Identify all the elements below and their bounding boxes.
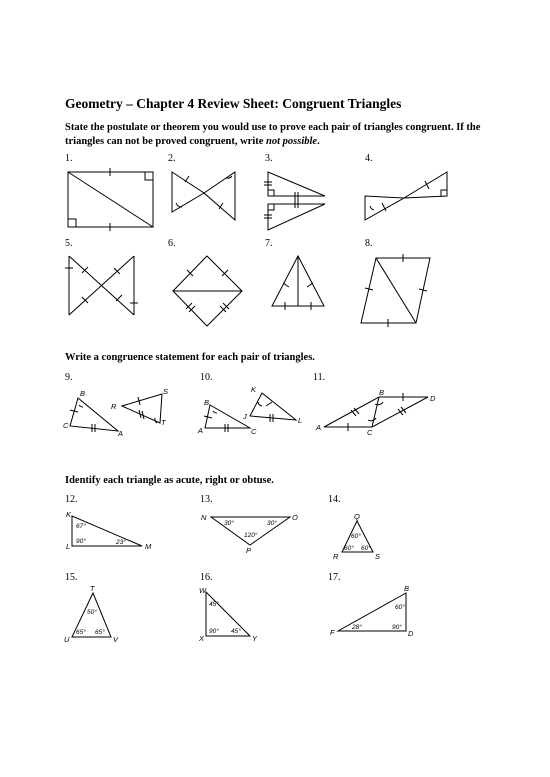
- vertex-label: C: [367, 428, 373, 437]
- vertex-label: M: [145, 542, 152, 551]
- page-title: Geometry – Chapter 4 Review Sheet: Congruent Triangles: [65, 96, 402, 111]
- vertex-label: D: [408, 629, 414, 638]
- vertex-label: L: [298, 416, 303, 425]
- problem-number: 7.: [265, 238, 273, 249]
- vertex-label: V: [113, 635, 119, 644]
- vertex-label: Y: [252, 634, 258, 643]
- section3-heading: Identify each triangle as acute, right or obtuse.: [65, 475, 274, 486]
- problem-number: 8.: [365, 238, 373, 249]
- vertex-label: C: [251, 427, 257, 436]
- problem-number: 5.: [65, 238, 73, 249]
- problem-number: 9.: [65, 372, 73, 383]
- vertex-label: W: [199, 586, 207, 595]
- vertex-label: S: [163, 387, 169, 396]
- angle-label: 60°: [351, 533, 361, 540]
- vertex-label: A: [198, 426, 204, 435]
- vertex-label: P: [246, 546, 252, 555]
- angle-label: 90°: [76, 538, 86, 545]
- angle-label: 60°: [361, 545, 371, 552]
- angle-label: 67°: [76, 523, 86, 530]
- angle-label: 120°: [244, 532, 258, 539]
- angle-label: 23°: [116, 539, 126, 546]
- vertex-label: C: [63, 421, 69, 430]
- vertex-label: Q: [354, 512, 360, 521]
- vertex-label: B: [204, 398, 210, 407]
- problem-number: 4.: [365, 153, 373, 164]
- problem-number: 6.: [168, 238, 176, 249]
- vertex-label: T: [161, 418, 166, 427]
- angle-label: 28°: [352, 624, 362, 631]
- angle-label: 65°: [95, 629, 105, 636]
- problem-number: 16.: [200, 572, 213, 583]
- section2-heading: Write a congruence statement for each pair of triangles.: [65, 352, 315, 363]
- vertex-label: B: [80, 389, 86, 398]
- vertex-label: A: [316, 423, 322, 432]
- problem-number: 12.: [65, 494, 78, 505]
- vertex-label: K: [251, 385, 257, 394]
- vertex-label: S: [375, 552, 381, 561]
- vertex-label: O: [292, 513, 298, 522]
- vertex-label: X: [199, 634, 205, 643]
- vertex-label: R: [333, 552, 339, 561]
- vertex-label: B: [404, 584, 410, 593]
- triangle-13: [211, 517, 290, 545]
- problem-number: 11.: [313, 372, 326, 383]
- angle-label: 65°: [76, 629, 86, 636]
- vertex-label: N: [201, 513, 207, 522]
- problem-number: 15.: [65, 572, 78, 583]
- problem-number: 3.: [265, 153, 273, 164]
- instructions-emphasis: not possible: [266, 136, 318, 147]
- problem-number: 10.: [200, 372, 213, 383]
- vertex-label: R: [111, 402, 117, 411]
- vertex-label: U: [64, 635, 70, 644]
- vertex-label: K: [66, 510, 72, 519]
- angle-label: 60°: [395, 604, 405, 611]
- angle-label: 45°: [231, 628, 241, 635]
- vertex-label: D: [430, 394, 436, 403]
- angle-label: 90°: [209, 628, 219, 635]
- vertex-label: J: [243, 412, 247, 421]
- angle-label: 60°: [344, 545, 354, 552]
- problem-number: 17.: [328, 572, 341, 583]
- instructions-text: State the postulate or theorem you would use to prove each pair of triangles congruent. If the triangles can not be proved congruent, write: [65, 122, 481, 147]
- vertex-label: T: [90, 584, 95, 593]
- angle-label: 30°: [267, 520, 277, 527]
- angle-label: 50°: [87, 609, 97, 616]
- angle-label: 45°: [209, 601, 219, 608]
- vertex-label: L: [66, 542, 71, 551]
- problem-number: 13.: [200, 494, 213, 505]
- angle-label: 30°: [224, 520, 234, 527]
- angle-label: 90°: [392, 624, 402, 631]
- vertex-label: F: [330, 628, 335, 637]
- vertex-label: B: [379, 388, 385, 397]
- problem-number: 2.: [168, 153, 176, 164]
- instructions-end: .: [317, 136, 320, 147]
- problem-number: 1.: [65, 153, 73, 164]
- vertex-label: A: [118, 429, 124, 438]
- problem-number: 14.: [328, 494, 341, 505]
